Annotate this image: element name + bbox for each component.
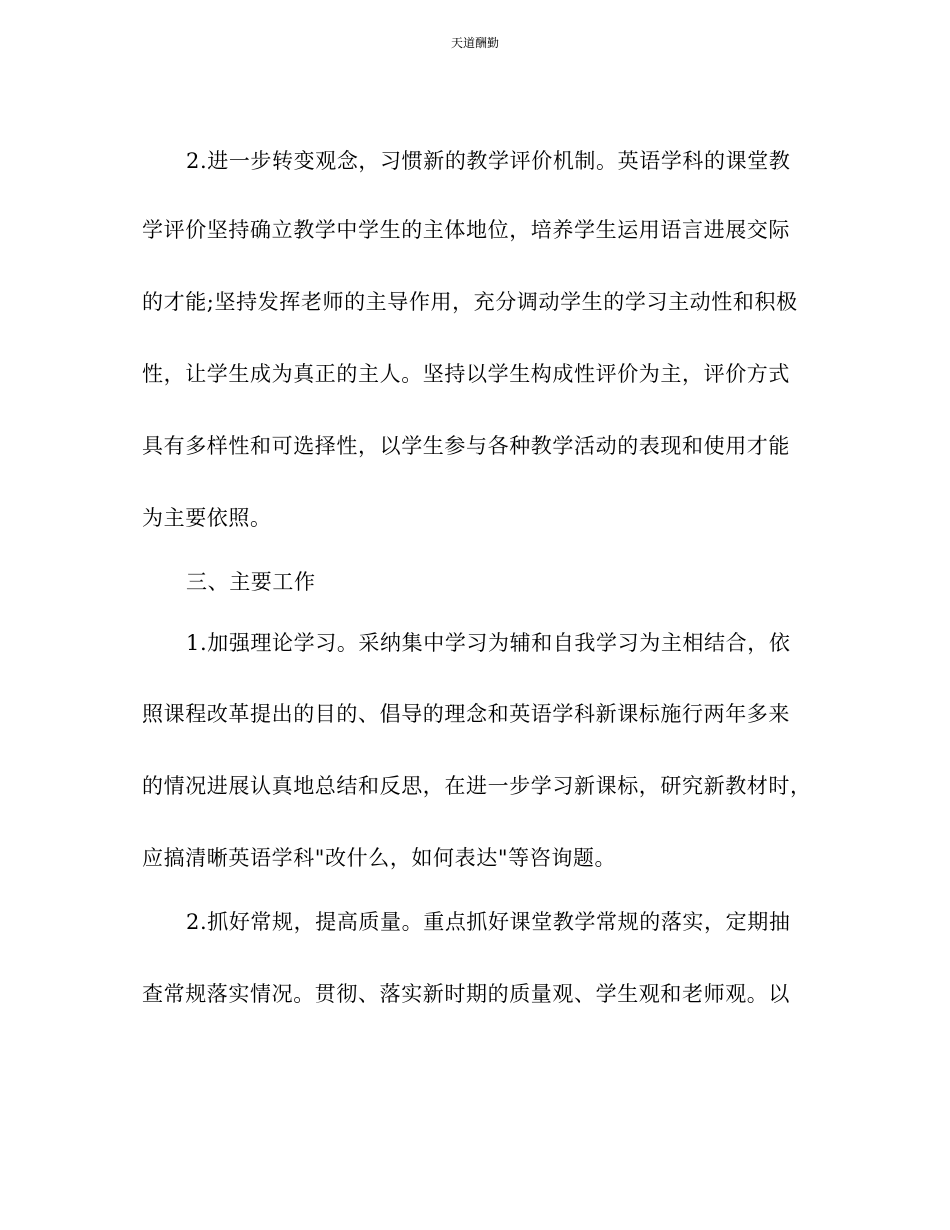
paragraph-line: 1.加强理论学习。采纳集中学习为辅和自我学习为主相结合，依	[186, 631, 791, 655]
paragraph-line: 的才能;坚持发挥老师的主导作用，充分调动学生的学习主动性和积极	[142, 290, 798, 314]
paragraph-line: 具有多样性和可选择性，以学生参与各种教学活动的表现和使用才能	[142, 434, 790, 458]
paragraph-line: 照课程改革提出的目的、倡导的理念和英语学科新课标施行两年多来	[142, 702, 790, 726]
paragraph-line: 查常规落实情况。贯彻、落实新时期的质量观、学生观和老师观。以	[142, 982, 790, 1006]
section-heading: 三、主要工作	[186, 570, 316, 594]
paragraph-line: 的情况进展认真地总结和反思，在进一步学习新课标，研究新教材时，	[142, 774, 812, 798]
paragraph-line: 性，让学生成为真正的主人。坚持以学生构成性评价为主，评价方式	[142, 362, 790, 386]
paragraph-line: 为主要依照。	[142, 506, 272, 530]
paragraph-line: 学评价坚持确立教学中学生的主体地位，培养学生运用语言进展交际	[142, 218, 790, 242]
paragraph-line: 应搞清晰英语学科"改什么，如何表达"等咨询题。	[142, 846, 617, 870]
paragraph-line: 2.抓好常规，提高质量。重点抓好课堂教学常规的落实，定期抽	[186, 910, 791, 934]
paragraph-line: 2.进一步转变观念，习惯新的教学评价机制。英语学科的课堂教	[186, 149, 791, 173]
page-header: 天道酬勤	[450, 36, 499, 50]
